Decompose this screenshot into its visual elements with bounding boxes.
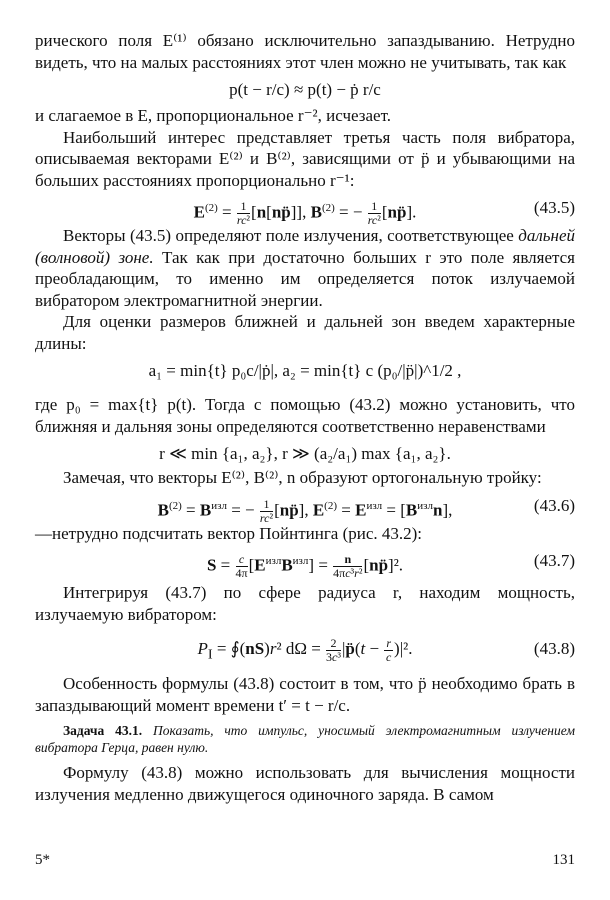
paragraph: —нетрудно подсчитать вектор Пойнтинга (рис. 43.2): <box>35 523 423 543</box>
equation-43-6 <box>35 491 575 525</box>
paragraph: Особенность формулы (43.8) состоит в том, что p̈ необходимо брать в запаздывающий момент времени t′ = t − r/c. <box>35 674 575 715</box>
equation-number: (43.5) <box>533 198 575 217</box>
paragraph: Наибольший интерес представляет третья часть поля вибратора, описываемая векторами E⁽²⁾ и B⁽²⁾, зависящими от p̈ и убывающими на больших расстояниях пропорционально r⁻¹: <box>35 127 575 190</box>
page-footer <box>35 852 575 869</box>
equation-number: (43.7) <box>533 551 575 570</box>
equation-body: $P_I$ = ∮(nS)r² dΩ = $\frac{2}{\text{3c³}}$ |p̈(t − $\frac{r}{c}$ )|². <box>197 635 413 664</box>
equation-body: r ≪ min {a₁, a₂}, r ≫ (a₂/a₁) max {a₁, a₂}. <box>159 444 451 463</box>
equation-number: (43.6) <box>533 495 575 515</box>
equation <box>35 439 575 465</box>
problem-statement: Задача 43.1. Показать, что импульс, уносимый электромагнитным излучением вибратора Герца, равен нулю. <box>35 723 575 755</box>
equation <box>35 356 575 392</box>
equation-body: $B^{(2)} = B^{изл}$ = − $\frac{1}{\text{rc²}}$ [np̈], $E^{(2)} = E^{изл} = [B^{изл}n]$, <box>157 496 453 525</box>
paragraph: Для оценки размеров ближней и дальней зон введем характерные длины: <box>35 312 575 353</box>
equation-43-5 <box>35 193 575 228</box>
text-column <box>35 30 575 805</box>
paragraph: рического поля E⁽¹⁾ обязано исключительно запаздыванию. Нетрудно видеть, что на малых расстояниях этот член можно не учитывать, так как <box>35 31 575 72</box>
paragraph: Интегрируя (43.7) по сфере радиуса r, находим мощность, излучаемую вибратором: <box>35 583 575 624</box>
page-number: 131 <box>552 852 575 868</box>
equation-body: a₁ = min{t} p₀c/|ṗ|, a₂ = min{t} c (p₀/|p̈|)^1/2 , <box>148 361 462 380</box>
paragraph: Формулу (43.8) можно использовать для вычисления мощности излучения медленно движущегося одиночного заряда. В самом <box>35 763 575 804</box>
paragraph: и слагаемое в E, пропорциональное r⁻², исчезает. <box>35 106 391 125</box>
paragraph: Векторы (43.5) определяют поле излучения, соответствующее дальней (волновой) зоне. Так как при достаточно больших r это поле является преобладающим, то именно им определяется поток излучаемой вибратором электромагнитной энергии. <box>35 226 575 310</box>
equation-43-8 <box>35 627 575 671</box>
equation-body: $E^{(2)}$ = $\frac{1}{\text{rc²}}$ [n[np̈]], $B^{(2)}$ = − $\frac{1}{\text{rc²}}$ [np̈]. <box>193 199 417 228</box>
equation <box>35 75 575 103</box>
paragraph: где p₀ = max{t} p(t). Тогда с помощью (43.2) можно установить, что ближняя и дальняя зоны определяются соответственно неравенствами <box>35 395 575 436</box>
signature-mark: 5* <box>35 852 50 868</box>
equation-body: S = $\frac{c}{4\pi}$ $[E^{изл}B^{изл}]$ = $\frac{n}{\text{4πc³r²}}$ [np̈]². <box>206 552 404 581</box>
equation-body: p(t − r/c) ≈ p(t) − ṗ r/c <box>229 80 381 99</box>
paragraph: Замечая, что векторы E⁽²⁾, B⁽²⁾, n образуют ортогональную тройку: <box>63 468 542 487</box>
equation-number: (43.8) <box>533 639 575 658</box>
equation-43-7 <box>35 546 575 580</box>
